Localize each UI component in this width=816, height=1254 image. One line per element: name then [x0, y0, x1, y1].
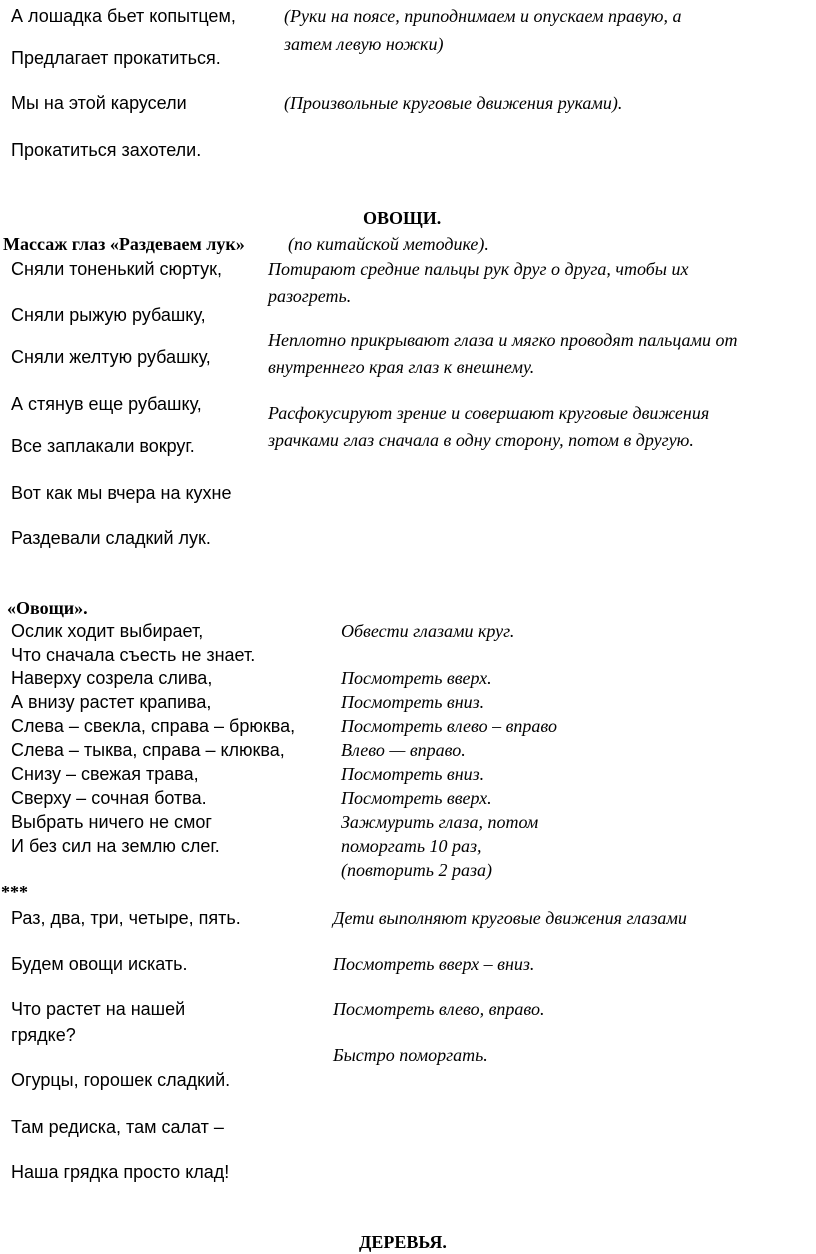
donkey-instruction-3: Посмотреть вниз.: [341, 692, 485, 712]
garden-line-1: Раз, два, три, четыре, пять.: [11, 908, 241, 928]
donkey-line-3: Наверху созрела слива,: [11, 668, 213, 688]
donkey-line-7: Снизу – свежая трава,: [11, 764, 199, 784]
onion-line-5: Все заплакали вокруг.: [11, 436, 195, 456]
donkey-instruction-8: Зажмурить глаза, потом: [341, 812, 539, 832]
donkey-instruction-10: (повторить 2 раза): [341, 860, 493, 880]
onion-line-6: Вот как мы вчера на кухне: [11, 483, 232, 503]
donkey-line-1: Ослик ходит выбирает,: [11, 621, 204, 641]
garden-instruction-3: Посмотреть влево, вправо.: [333, 999, 545, 1019]
horse-line-4: Прокатиться захотели.: [11, 140, 202, 160]
onion-line-3: Сняли желтую рубашку,: [11, 347, 211, 367]
garden-instruction-4: Быстро поморгать.: [333, 1045, 488, 1065]
donkey-line-6: Слева – тыква, справа – клюква,: [11, 740, 285, 760]
donkey-instruction-7: Посмотреть вверх.: [341, 788, 492, 808]
onion-line-1: Сняли тоненький сюртук,: [11, 259, 222, 279]
horse-instruction-2: затем левую ножки): [284, 34, 444, 54]
horse-line-3: Мы на этой карусели: [11, 93, 187, 113]
onion-line-7: Раздевали сладкий лук.: [11, 528, 211, 548]
onion-instruction-2: разогреть.: [268, 286, 352, 306]
horse-line-2: Предлагает прокатиться.: [11, 48, 221, 68]
onion-instruction-3: Неплотно прикрывают глаза и мягко проводят пальцами от: [268, 330, 738, 350]
garden-line-6: Там редиска, там салат –: [11, 1117, 224, 1137]
onion-instruction-6: зрачками глаз сначала в одну сторону, потом в другую.: [268, 430, 694, 450]
donkey-instruction-2: Посмотреть вверх.: [341, 668, 492, 688]
donkey-instruction-1: Обвести глазами круг.: [341, 621, 515, 641]
donkey-instruction-6: Посмотреть вниз.: [341, 764, 485, 784]
garden-line-4: грядке?: [11, 1025, 76, 1045]
section-heading-trees: ДЕРЕВЬЯ.: [359, 1232, 447, 1252]
garden-line-2: Будем овощи искать.: [11, 954, 188, 974]
garden-line-5: Огурцы, горошек сладкий.: [11, 1070, 231, 1090]
garden-line-3: Что растет на нашей: [11, 999, 186, 1019]
horse-instruction-1: (Руки на поясе, приподнимаем и опускаем правую, а: [284, 6, 682, 26]
horse-instruction-3: (Произвольные круговые движения руками).: [284, 93, 623, 113]
horse-line-1: А лошадка бьет копытцем,: [11, 6, 236, 26]
donkey-line-4: А внизу растет крапива,: [11, 692, 212, 712]
onion-line-4: А стянув еще рубашку,: [11, 394, 202, 414]
garden-instruction-1: Дети выполняют круговые движения глазами: [333, 908, 687, 928]
onion-massage-subtitle: (по китайской методике).: [288, 234, 489, 254]
donkey-line-2: Что сначала съесть не знает.: [11, 645, 256, 665]
onion-massage-title: Массаж глаз «Раздеваем лук»: [3, 234, 245, 254]
section-heading-vegetables: ОВОЩИ.: [363, 208, 442, 228]
garden-line-7: Наша грядка просто клад!: [11, 1162, 230, 1182]
donkey-line-5: Слева – свекла, справа – брюква,: [11, 716, 296, 736]
donkey-instruction-9: поморгать 10 раз,: [341, 836, 482, 856]
donkey-instruction-5: Влево — вправо.: [341, 740, 466, 760]
donkey-line-10: И без сил на землю слег.: [11, 836, 220, 856]
onion-line-2: Сняли рыжую рубашку,: [11, 305, 206, 325]
onion-instruction-1: Потирают средние пальцы рук друг о друга, чтобы их: [268, 259, 689, 279]
onion-instruction-4: внутреннего края глаз к внешнему.: [268, 357, 535, 377]
section-separator-stars: ***: [1, 882, 28, 902]
donkey-line-8: Сверху – сочная ботва.: [11, 788, 207, 808]
onion-instruction-5: Расфокусируют зрение и совершают круговые движения: [268, 403, 710, 423]
donkey-line-9: Выбрать ничего не смог: [11, 812, 212, 832]
garden-instruction-2: Посмотреть вверх – вниз.: [333, 954, 535, 974]
donkey-title: «Овощи».: [7, 598, 88, 618]
donkey-instruction-4: Посмотреть влево – вправо: [341, 716, 557, 736]
